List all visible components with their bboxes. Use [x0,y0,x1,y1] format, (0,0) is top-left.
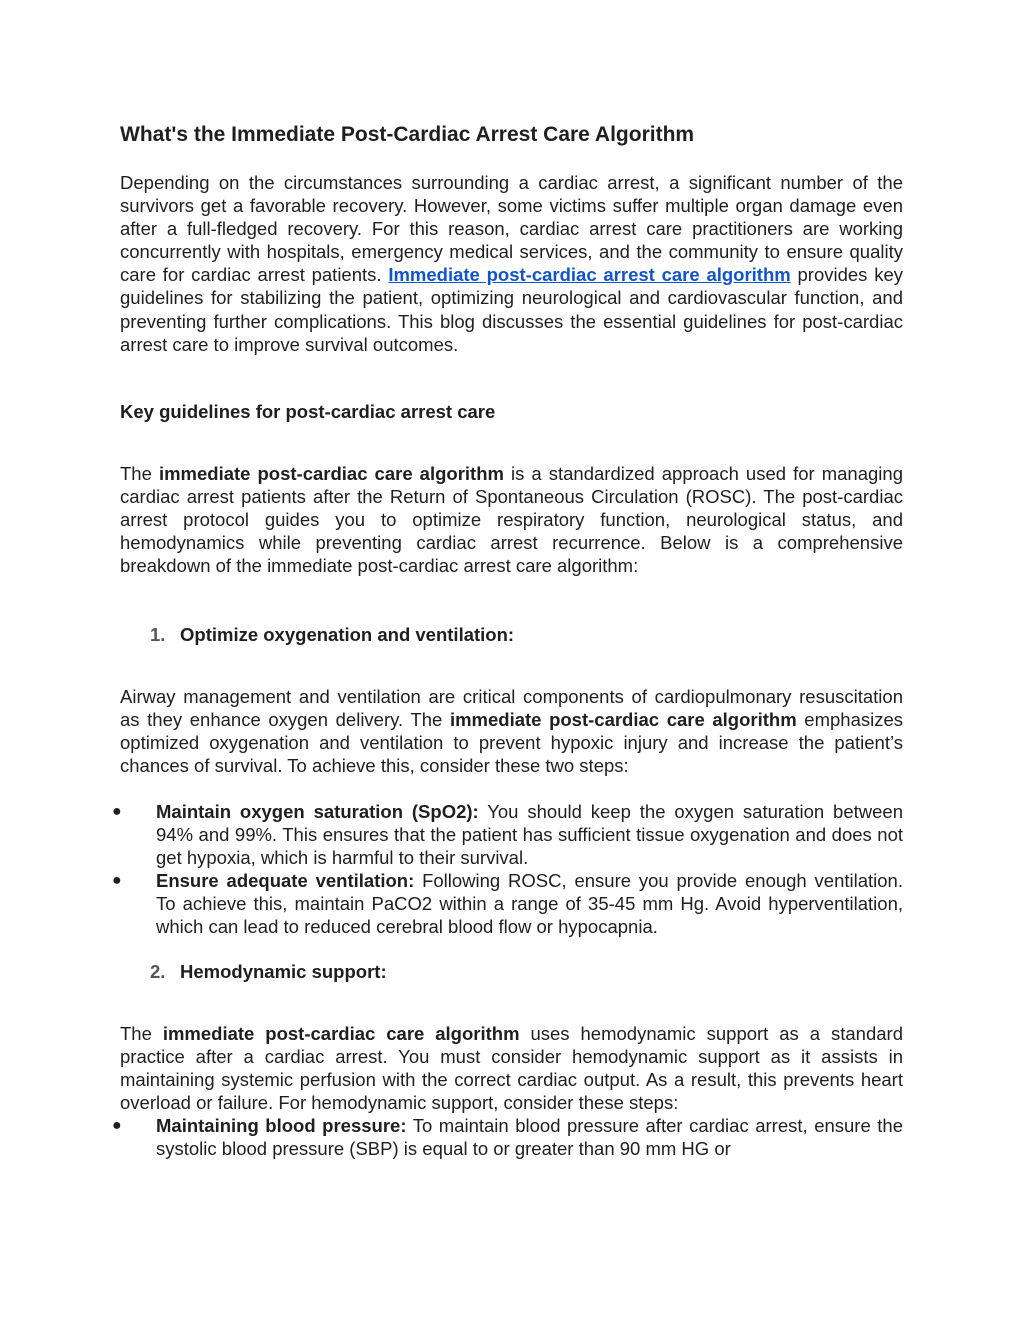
list-item: ● Ensure adequate ventilation: Following ROSC, ensure you provide enough ventilation. To achieve this, maintain PaCO2 within a range of 35-45 mm Hg. Avoid hyperventilation, which can lead to reduced cerebral blood flow or hypocapnia. [112,870,903,938]
bold-term: immediate post-cardiac care algorithm [449,709,797,731]
step-2-bullet-list [112,1114,904,1160]
step-2-paragraph: The immediate post-cardiac care algorithm uses hemodynamic support as a standard practice after a cardiac arrest. You must consider hemodynamic support as it assists in maintaining systemic perfusion with the correct cardiac output. As a result, this prevents heart overload or failure. For hemodynamic support, consider these steps: [120,1023,903,1114]
algorithm-link[interactable]: Immediate post-cardiac arrest care algorithm [388,264,791,286]
step-number: 2. [150,961,166,982]
section-heading: Key guidelines for post-cardiac arrest care [120,401,496,422]
bullet-title: Ensure adequate ventilation: [156,870,415,892]
step-1-paragraph: Airway management and ventilation are critical components of cardiopulmonary resuscitation as they enhance oxygen delivery. The immediate post-cardiac care algorithm emphasizes optimized oxygenation and ventilation to prevent hypoxic injury and increase the patient’s chances of survival. To achieve this, consider these two steps: [120,686,904,777]
intro-paragraph [120,171,903,356]
list-item: ● Maintaining blood pressure: To maintain blood pressure after cardiac arrest, ensure the systolic blood pressure (SBP) is equal to or greater than 90 mm HG or [112,1115,904,1160]
step-heading-text: Optimize oxygenation and ventilation: [180,624,515,645]
bullet-title: Maintain oxygen saturation (SpO2): [156,801,479,822]
intro-text-continued: provides key guidelines for stabilizing the patient, optimizing neurological and cardiovascular function, and preventing further complications. This blog discusses the essential guidelines for post-cardiac arrest care to improve survival outcomes. [120,264,903,355]
step-number: 1. [150,624,166,645]
bullet-icon: ● [112,803,122,820]
step-1-heading [150,623,514,646]
bullet-icon: ● [112,872,122,890]
bullet-icon: ● [112,1117,122,1134]
list-item: ● Maintain oxygen saturation (SpO2): You should keep the oxygen saturation between 94% and 99%. This ensures that the patient has sufficient tissue oxygenation and does not get hypoxia, which is harmful to their survival. [112,801,903,869]
step-2-heading [150,960,387,983]
bold-term: immediate post-cardiac care algorithm [162,1023,520,1044]
page-title: What's the Immediate Post-Cardiac Arrest Care Algorithm [120,123,695,146]
bullet-title: Maintaining blood pressure: [156,1115,407,1136]
section-intro-paragraph: The immediate post-cardiac care algorithm is a standardized approach used for managing cardiac arrest patients after the Return of Spontaneous Circulation (ROSC). The post-cardiac arrest protocol guides you to optimize respiratory function, neurological status, and hemodynamics while preventing cardiac arrest recurrence. Below is a comprehensive breakdown of the immediate post-cardiac arrest care algorithm: [120,463,903,577]
step-heading-text: Hemodynamic support: [180,961,387,982]
step-1-bullet-list [112,800,903,939]
bold-term: immediate post-cardiac care algorithm [158,463,504,484]
intro-text: Depending on the circumstances surrounding a cardiac arrest, a significant number of the survivors get a favorable recovery. However, some victims suffer multiple organ damage even after a full-fledged recovery. For this reason, cardiac arrest care practitioners are working concurrently with hospitals, emergency medical services, and the community to ensure quality care for cardiac arrest patients. [120,172,903,286]
